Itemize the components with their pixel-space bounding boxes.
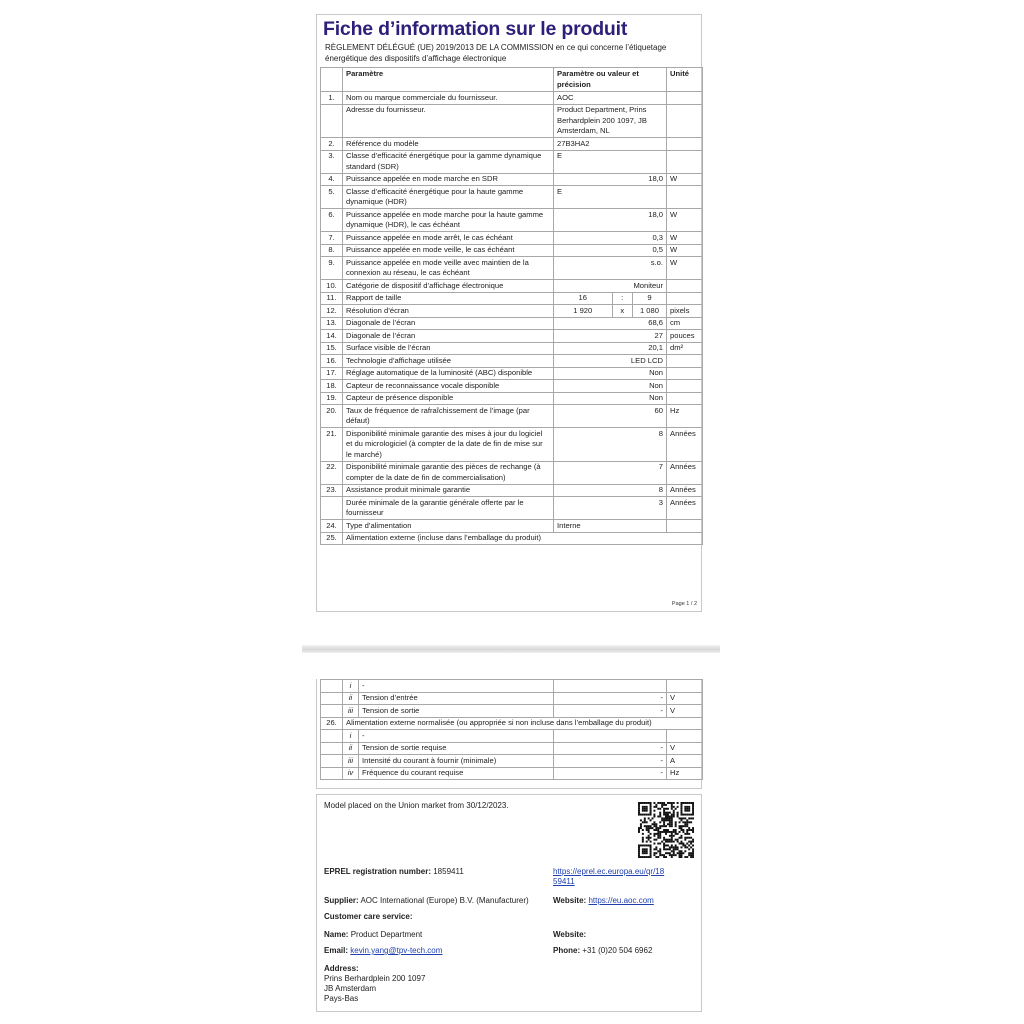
customer-care-label: Customer care service:	[324, 912, 413, 921]
row-number: 23.	[321, 484, 343, 497]
row-unit	[667, 292, 703, 305]
table-row	[321, 330, 703, 343]
row-value: 3	[554, 497, 667, 520]
table-row	[321, 380, 703, 393]
table-row	[321, 742, 703, 755]
table-row	[321, 317, 703, 330]
row-param: Référence du modèle	[343, 138, 554, 151]
address-line: Pays-Bas	[324, 994, 359, 1003]
row-number: 21.	[321, 428, 343, 462]
row-number: 20.	[321, 405, 343, 428]
supplier-value: AOC International (Europe) B.V. (Manufacturer)	[360, 896, 529, 905]
row-param: Nom ou marque commerciale du fournisseur.	[343, 92, 554, 105]
row-value: 27	[554, 330, 667, 343]
row-unit	[667, 367, 703, 380]
row-unit	[667, 380, 703, 393]
row-param: Puissance appelée en mode arrêt, le cas échéant	[343, 232, 554, 245]
row-value: 8	[554, 428, 667, 462]
table-row	[321, 484, 703, 497]
row-unit: Années	[667, 428, 703, 462]
row-param: Réglage automatique de la luminosité (ABC) disponible	[343, 367, 554, 380]
row-number: 17.	[321, 367, 343, 380]
row-number: 15.	[321, 342, 343, 355]
row-unit: W	[667, 244, 703, 257]
website2-label: Website:	[553, 930, 587, 939]
row-value: Non	[554, 392, 667, 405]
row-value	[554, 680, 667, 693]
table-row	[321, 705, 703, 718]
row-unit: Hz	[667, 767, 703, 780]
row-value: Interne	[554, 520, 667, 533]
page-separator	[302, 645, 720, 653]
page-2	[316, 679, 702, 789]
row-unit	[667, 520, 703, 533]
row-param: Puissance appelée en mode marche pour la haute gamme dynamique (HDR), le cas échéant	[343, 209, 554, 232]
address-label: Address:	[324, 964, 359, 973]
row-unit	[667, 392, 703, 405]
row-value: -	[554, 705, 667, 718]
table-row	[321, 138, 703, 151]
row-param: Rapport de taille	[343, 292, 554, 305]
ratio-right: 9	[647, 293, 652, 302]
row-unit	[667, 138, 703, 151]
row-param: Surface visible de l’écran	[343, 342, 554, 355]
row-number: 4.	[321, 173, 343, 186]
eprel-link[interactable]: https://eprel.ec.europa.eu/qr/18 59411	[553, 867, 665, 886]
table-header-row	[321, 68, 703, 92]
table-row	[321, 209, 703, 232]
row-unit: cm	[667, 317, 703, 330]
table-row	[321, 92, 703, 105]
email-link[interactable]: kevin.yang@tpv-tech.com	[350, 946, 443, 955]
row-param: Tension de sortie requise	[359, 742, 554, 755]
row-param: Catégorie de dispositif d’affichage électronique	[343, 280, 554, 293]
row-value: Non	[554, 380, 667, 393]
row-value: E	[554, 186, 667, 209]
row-unit	[667, 730, 703, 743]
row-unit	[667, 680, 703, 693]
table-row	[321, 244, 703, 257]
supplier-label: Supplier:	[324, 896, 359, 905]
name-value: Product Department	[350, 930, 423, 939]
phone-value: +31 (0)20 504 6962	[582, 946, 653, 955]
row-sub-index: iii	[343, 755, 359, 768]
address-line: Prins Berhardplein 200 1097	[324, 974, 426, 983]
row-unit	[667, 280, 703, 293]
table-row	[321, 692, 703, 705]
row-value: LED LCD	[554, 355, 667, 368]
row-value: 68,6	[554, 317, 667, 330]
row-value: E	[554, 150, 667, 173]
row-number: 24.	[321, 520, 343, 533]
row-number: 22.	[321, 461, 343, 484]
row-param: Puissance appelée en mode veille, le cas échéant	[343, 244, 554, 257]
row-param: Alimentation externe (incluse dans l’emballage du produit)	[343, 532, 703, 545]
row-unit	[667, 104, 703, 138]
table-row	[321, 186, 703, 209]
row-value: 18,0	[554, 209, 667, 232]
table-row	[321, 305, 703, 318]
row-unit: Hz	[667, 405, 703, 428]
row-unit: A	[667, 755, 703, 768]
row-value: AOC	[554, 92, 667, 105]
qr-code-icon[interactable]	[638, 802, 694, 858]
page-number: Page 1 / 2	[671, 601, 697, 607]
table-row	[321, 730, 703, 743]
row-param: -	[359, 730, 554, 743]
row-number: 3.	[321, 150, 343, 173]
row-number: 18.	[321, 380, 343, 393]
row-param: Disponibilité minimale garantie des pièces de rechange (à compter de la date de fin de commercialisation)	[343, 461, 554, 484]
row-value: Moniteur	[554, 280, 667, 293]
row-param: Durée minimale de la garantie générale offerte par le fournisseur	[343, 497, 554, 520]
row-unit: Années	[667, 484, 703, 497]
row-value: 27B3HA2	[554, 138, 667, 151]
row-value: Non	[554, 367, 667, 380]
row-unit	[667, 92, 703, 105]
row-unit: W	[667, 173, 703, 186]
row-param: Puissance appelée en mode veille avec maintien de la connexion au réseau, le cas échéant	[343, 257, 554, 280]
row-value	[554, 730, 667, 743]
table-row	[321, 367, 703, 380]
row-value: 20,1	[554, 342, 667, 355]
row-number: 9.	[321, 257, 343, 280]
table-row	[321, 173, 703, 186]
address-block	[324, 964, 425, 1004]
row-number: 14.	[321, 330, 343, 343]
row-unit: V	[667, 742, 703, 755]
row-param: Adresse du fournisseur.	[343, 104, 554, 138]
row-param: Classe d’efficacité énergétique pour la gamme dynamique standard (SDR)	[343, 150, 554, 173]
row-sub-index: iv	[343, 767, 359, 780]
table-row	[321, 392, 703, 405]
row-param: Classe d’efficacité énergétique pour la haute gamme dynamique (HDR)	[343, 186, 554, 209]
row-unit: W	[667, 257, 703, 280]
row-param: Disponibilité minimale garantie des mises à jour du logiciel et du micrologiciel (à compter de la date de fin de mise sur le marché)	[343, 428, 554, 462]
table-row	[321, 342, 703, 355]
table-row	[321, 257, 703, 280]
header-param: Paramètre	[343, 68, 554, 92]
row-param: Capteur de présence disponible	[343, 392, 554, 405]
row-unit: pixels	[667, 305, 703, 318]
row-number: 26.	[321, 717, 343, 730]
table-row	[321, 292, 703, 305]
row-number: 1.	[321, 92, 343, 105]
table-row	[321, 767, 703, 780]
row-value: 0,3	[554, 232, 667, 245]
row-value: -	[554, 742, 667, 755]
document-title: Fiche d’information sur le produit	[323, 18, 628, 40]
header-unit: Unité	[667, 68, 703, 92]
ratio-left: 1 920	[554, 305, 612, 317]
table-row	[321, 755, 703, 768]
row-unit: V	[667, 705, 703, 718]
row-value: -	[554, 692, 667, 705]
row-number: 6.	[321, 209, 343, 232]
table-row	[321, 405, 703, 428]
ratio-left: 16	[554, 293, 612, 305]
row-unit: Années	[667, 497, 703, 520]
product-info-table	[320, 67, 703, 545]
regulation-text: RÈGLEMENT DÉLÉGUÉ (UE) 2019/2013 DE LA COMMISSION en ce qui concerne l’étiquetage énergétique des dispositifs d’affichage électronique	[325, 43, 667, 63]
row-value: s.o.	[554, 257, 667, 280]
table-row	[321, 280, 703, 293]
row-param: Diagonale de l’écran	[343, 330, 554, 343]
row-number	[321, 104, 343, 138]
row-param: Résolution d’écran	[343, 305, 554, 318]
power-supply-table	[320, 679, 703, 780]
row-unit: dm²	[667, 342, 703, 355]
row-number: 12.	[321, 305, 343, 318]
row-value	[554, 305, 667, 318]
table-row	[321, 232, 703, 245]
row-number: 2.	[321, 138, 343, 151]
row-unit: Années	[667, 461, 703, 484]
row-param: Intensité du courant à fournir (minimale)	[359, 755, 554, 768]
name-label: Name:	[324, 930, 349, 939]
row-param: Puissance appelée en mode marche en SDR	[343, 173, 554, 186]
email-label: Email:	[324, 946, 349, 955]
table-row	[321, 104, 703, 138]
table-row	[321, 150, 703, 173]
row-number: 10.	[321, 280, 343, 293]
website-label: Website:	[553, 896, 587, 905]
ratio-right: 1 080	[639, 305, 659, 315]
row-param: -	[359, 680, 554, 693]
row-number: 8.	[321, 244, 343, 257]
row-number: 13.	[321, 317, 343, 330]
row-param: Diagonale de l’écran	[343, 317, 554, 330]
row-param: Alimentation externe normalisée (ou appropriée si non incluse dans l’emballage du produit)	[343, 717, 703, 730]
row-value: 8	[554, 484, 667, 497]
row-value: 18,0	[554, 173, 667, 186]
row-param: Capteur de reconnaissance vocale disponible	[343, 380, 554, 393]
row-unit	[667, 150, 703, 173]
row-value: 7	[554, 461, 667, 484]
row-sub-index: i	[343, 730, 359, 743]
header-value: Paramètre ou valeur et précision	[554, 68, 667, 92]
table-row	[321, 355, 703, 368]
table-row	[321, 680, 703, 693]
row-sub-index: ii	[343, 742, 359, 755]
row-param: Fréquence du courant requise	[359, 767, 554, 780]
row-number	[321, 497, 343, 520]
row-unit: pouces	[667, 330, 703, 343]
row-param: Type d’alimentation	[343, 520, 554, 533]
row-sub-index: iii	[343, 705, 359, 718]
row-value: -	[554, 767, 667, 780]
table-row	[321, 428, 703, 462]
website-link[interactable]: https://eu.aoc.com	[588, 896, 654, 905]
market-date-text: Model placed on the Union market from 30/12/2023.	[324, 801, 509, 810]
row-param: Taux de fréquence de rafraîchissement de l’image (par défaut)	[343, 405, 554, 428]
row-value: -	[554, 755, 667, 768]
row-param: Technologie d’affichage utilisée	[343, 355, 554, 368]
eprel-number: 1859411	[433, 867, 464, 876]
row-number: 19.	[321, 392, 343, 405]
row-number: 16.	[321, 355, 343, 368]
eprel-label: EPREL registration number:	[324, 867, 431, 876]
row-unit: V	[667, 692, 703, 705]
row-unit	[667, 355, 703, 368]
row-param: Tension de sortie	[359, 705, 554, 718]
ratio-sep: :	[612, 293, 632, 305]
page-1	[316, 14, 702, 612]
ratio-sep: x	[612, 305, 632, 317]
row-value	[554, 292, 667, 305]
row-param: Tension d’entrée	[359, 692, 554, 705]
row-number: 5.	[321, 186, 343, 209]
row-unit: W	[667, 232, 703, 245]
row-param: Assistance produit minimale garantie	[343, 484, 554, 497]
row-unit	[667, 186, 703, 209]
table-row-25	[321, 532, 703, 545]
row-value: 0,5	[554, 244, 667, 257]
table-row	[321, 520, 703, 533]
row-number: 7.	[321, 232, 343, 245]
row-sub-index: i	[343, 680, 359, 693]
row-value: Product Department, Prins Berhardplein 200 1097, JB Amsterdam, NL	[554, 104, 667, 138]
table-row-26	[321, 717, 703, 730]
row-value: 60	[554, 405, 667, 428]
row-sub-index: ii	[343, 692, 359, 705]
table-row	[321, 461, 703, 484]
row-number: 25.	[321, 532, 343, 545]
row-unit: W	[667, 209, 703, 232]
row-number: 11.	[321, 292, 343, 305]
phone-label: Phone:	[553, 946, 581, 955]
address-line: JB Amsterdam	[324, 984, 377, 993]
table-row	[321, 497, 703, 520]
